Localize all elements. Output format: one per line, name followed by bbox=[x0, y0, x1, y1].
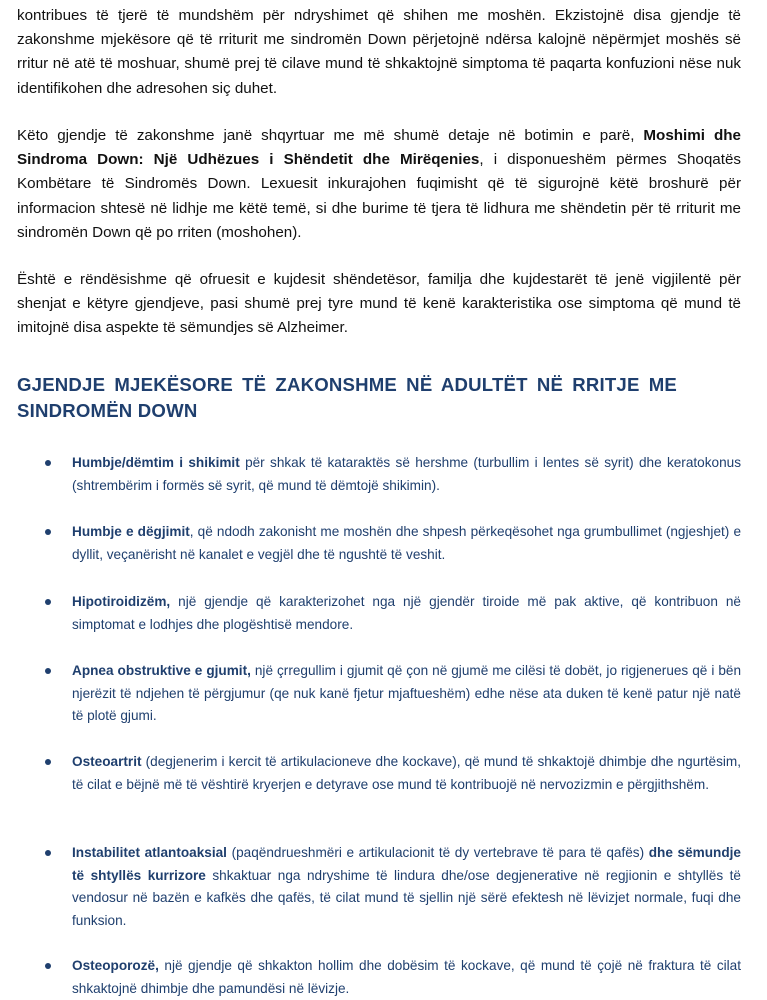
bullet-dot bbox=[45, 759, 51, 765]
list-item-text bbox=[72, 452, 741, 497]
condition-name: Osteoartrit bbox=[72, 754, 142, 769]
vigilance-text: Është e rëndësishme që ofruesit e kujdesit shëndetësor, familja dhe kujdestarët të jenë vigjilentë për shenjat e këtyre gjendjeve, pasi shumë prej tyre mund të kenë karakteristika ose simptoma që mund të imitojnë disa aspekte të sëmundjes së Alzheimer. bbox=[17, 271, 741, 337]
condition-name: Humbje/dëmtim i shikimit bbox=[72, 455, 240, 470]
list-item-text bbox=[72, 751, 741, 796]
condition-name: Humbje e dëgjimit bbox=[72, 524, 190, 539]
list-item-text bbox=[72, 660, 741, 728]
condition-description: (paqëndrueshmëri e artikulacionit të dy vertebrave të para të qafës) bbox=[226, 845, 649, 860]
condition-description: një gjendje që shkakton hollim dhe dobësim të kockave, që mund të çojë në fraktura të cilat shkaktojnë dhimbje dhe pamundësi në lëvizje. bbox=[72, 958, 741, 996]
condition-name-secondary: dhe sëmundje të shtyllës kurrizore bbox=[72, 845, 741, 883]
condition-description: (degjenerim i kercit të artikulacioneve dhe kockave), që mund të shkaktojë dhimbje dhe ngurtësim, të cilat e bëjnë më të vështirë kryerjen e detyrave ose mund të kontribuojë në nervozizmin e përgjithshëm. bbox=[72, 754, 741, 792]
reference-text-after: , i disponueshëm përmes Shoqatës Kombëtare të Sindromës Down. Lexuesit inkurajohen fuqimisht që të sigurojnë këtë broshurë për informacion shtesë në lidhje me këtë temë, si dhe burime të tjera të lidhura me shëndetin për të rriturit me sindromën Down që po rriten (moshohen). bbox=[17, 151, 742, 241]
list-item-text bbox=[72, 955, 741, 1000]
bullet-dot bbox=[45, 599, 51, 605]
condition-description: , që ndodh zakonisht me moshën dhe shpesh përkeqësohet nga grumbullimet (ngjeshjet) e dyllit, veçanërisht në kanalet e vegjël dhe të ngushtë të veshit. bbox=[72, 524, 741, 562]
bullet-dot bbox=[45, 529, 51, 535]
bullet-dot bbox=[45, 668, 51, 674]
intro-text: kontribues të tjerë të mundshëm për ndryshimet që shihen me moshën. Ekzistojnë disa gjendje të zakonshme mjekësore që të rriturit me sindromën Down përjetojnë ndërsa kalojnë nëpërmjet moshës së rritur në atë të moshuar, shumë prej të cilave mund të shkaktojnë simptoma të paqarta konfuzioni nëse nuk identifikohen dhe adresohen siç duhet. bbox=[17, 7, 741, 97]
condition-description: një gjendje që karakterizohet nga një gjendër tiroide më pak aktive, që kontribuon në simptomat e lodhjes dhe plogështisë mendore. bbox=[72, 594, 741, 632]
reference-text-before: Këto gjendje të zakonshme janë shqyrtuar me më shumë detaje në botimin e parë, bbox=[17, 127, 644, 144]
condition-description-secondary: shkaktuar nga ndryshime të lindura dhe/ose degjenerative në regjionin e shtyllës të vendosur në bazën e kafkës dhe qafës, të cilat mund të sjellin një sërë efektesh në lëvizjet normale, fuqi dhe funksion. bbox=[72, 867, 741, 928]
condition-name: Instabilitet atlantoaksial bbox=[72, 845, 227, 860]
bullet-dot bbox=[45, 850, 51, 856]
condition-description: për shkak të kataraktës së hershme (turbullim i lentes së syrit) dhe keratokonus (shtrembërim i formës së syrit, që mund të dëmtojë shikimin). bbox=[72, 455, 742, 493]
bullet-dot bbox=[45, 963, 51, 969]
list-item-text bbox=[72, 591, 741, 636]
condition-name: Osteoporozë, bbox=[72, 958, 159, 973]
condition-description: një çrregullim i gjumit që çon në gjumë me cilësi të dobët, jo rigjenerues që i bën njerëzit të ndjehen të përgjumur (qe nuk kanë fjetur mjaftueshëm) edhe nëse ata duken të kenë patur një natë të plotë gjumi. bbox=[72, 663, 742, 724]
list-item-text bbox=[72, 842, 741, 932]
condition-name: Hipotiroidizëm, bbox=[72, 594, 171, 609]
bullet-dot bbox=[45, 460, 51, 466]
list-item-text bbox=[72, 521, 741, 566]
publication-title: Moshimi dhe Sindroma Down: Një Udhëzues i Shëndetit dhe Mirëqenies bbox=[17, 127, 741, 169]
section-heading: GJENDJE MJEKËSORE TË ZAKONSHME NË ADULTËT NË RRITJE ME SINDROMËN DOWN bbox=[17, 374, 677, 421]
condition-name: Apnea obstruktive e gjumit, bbox=[72, 663, 251, 678]
